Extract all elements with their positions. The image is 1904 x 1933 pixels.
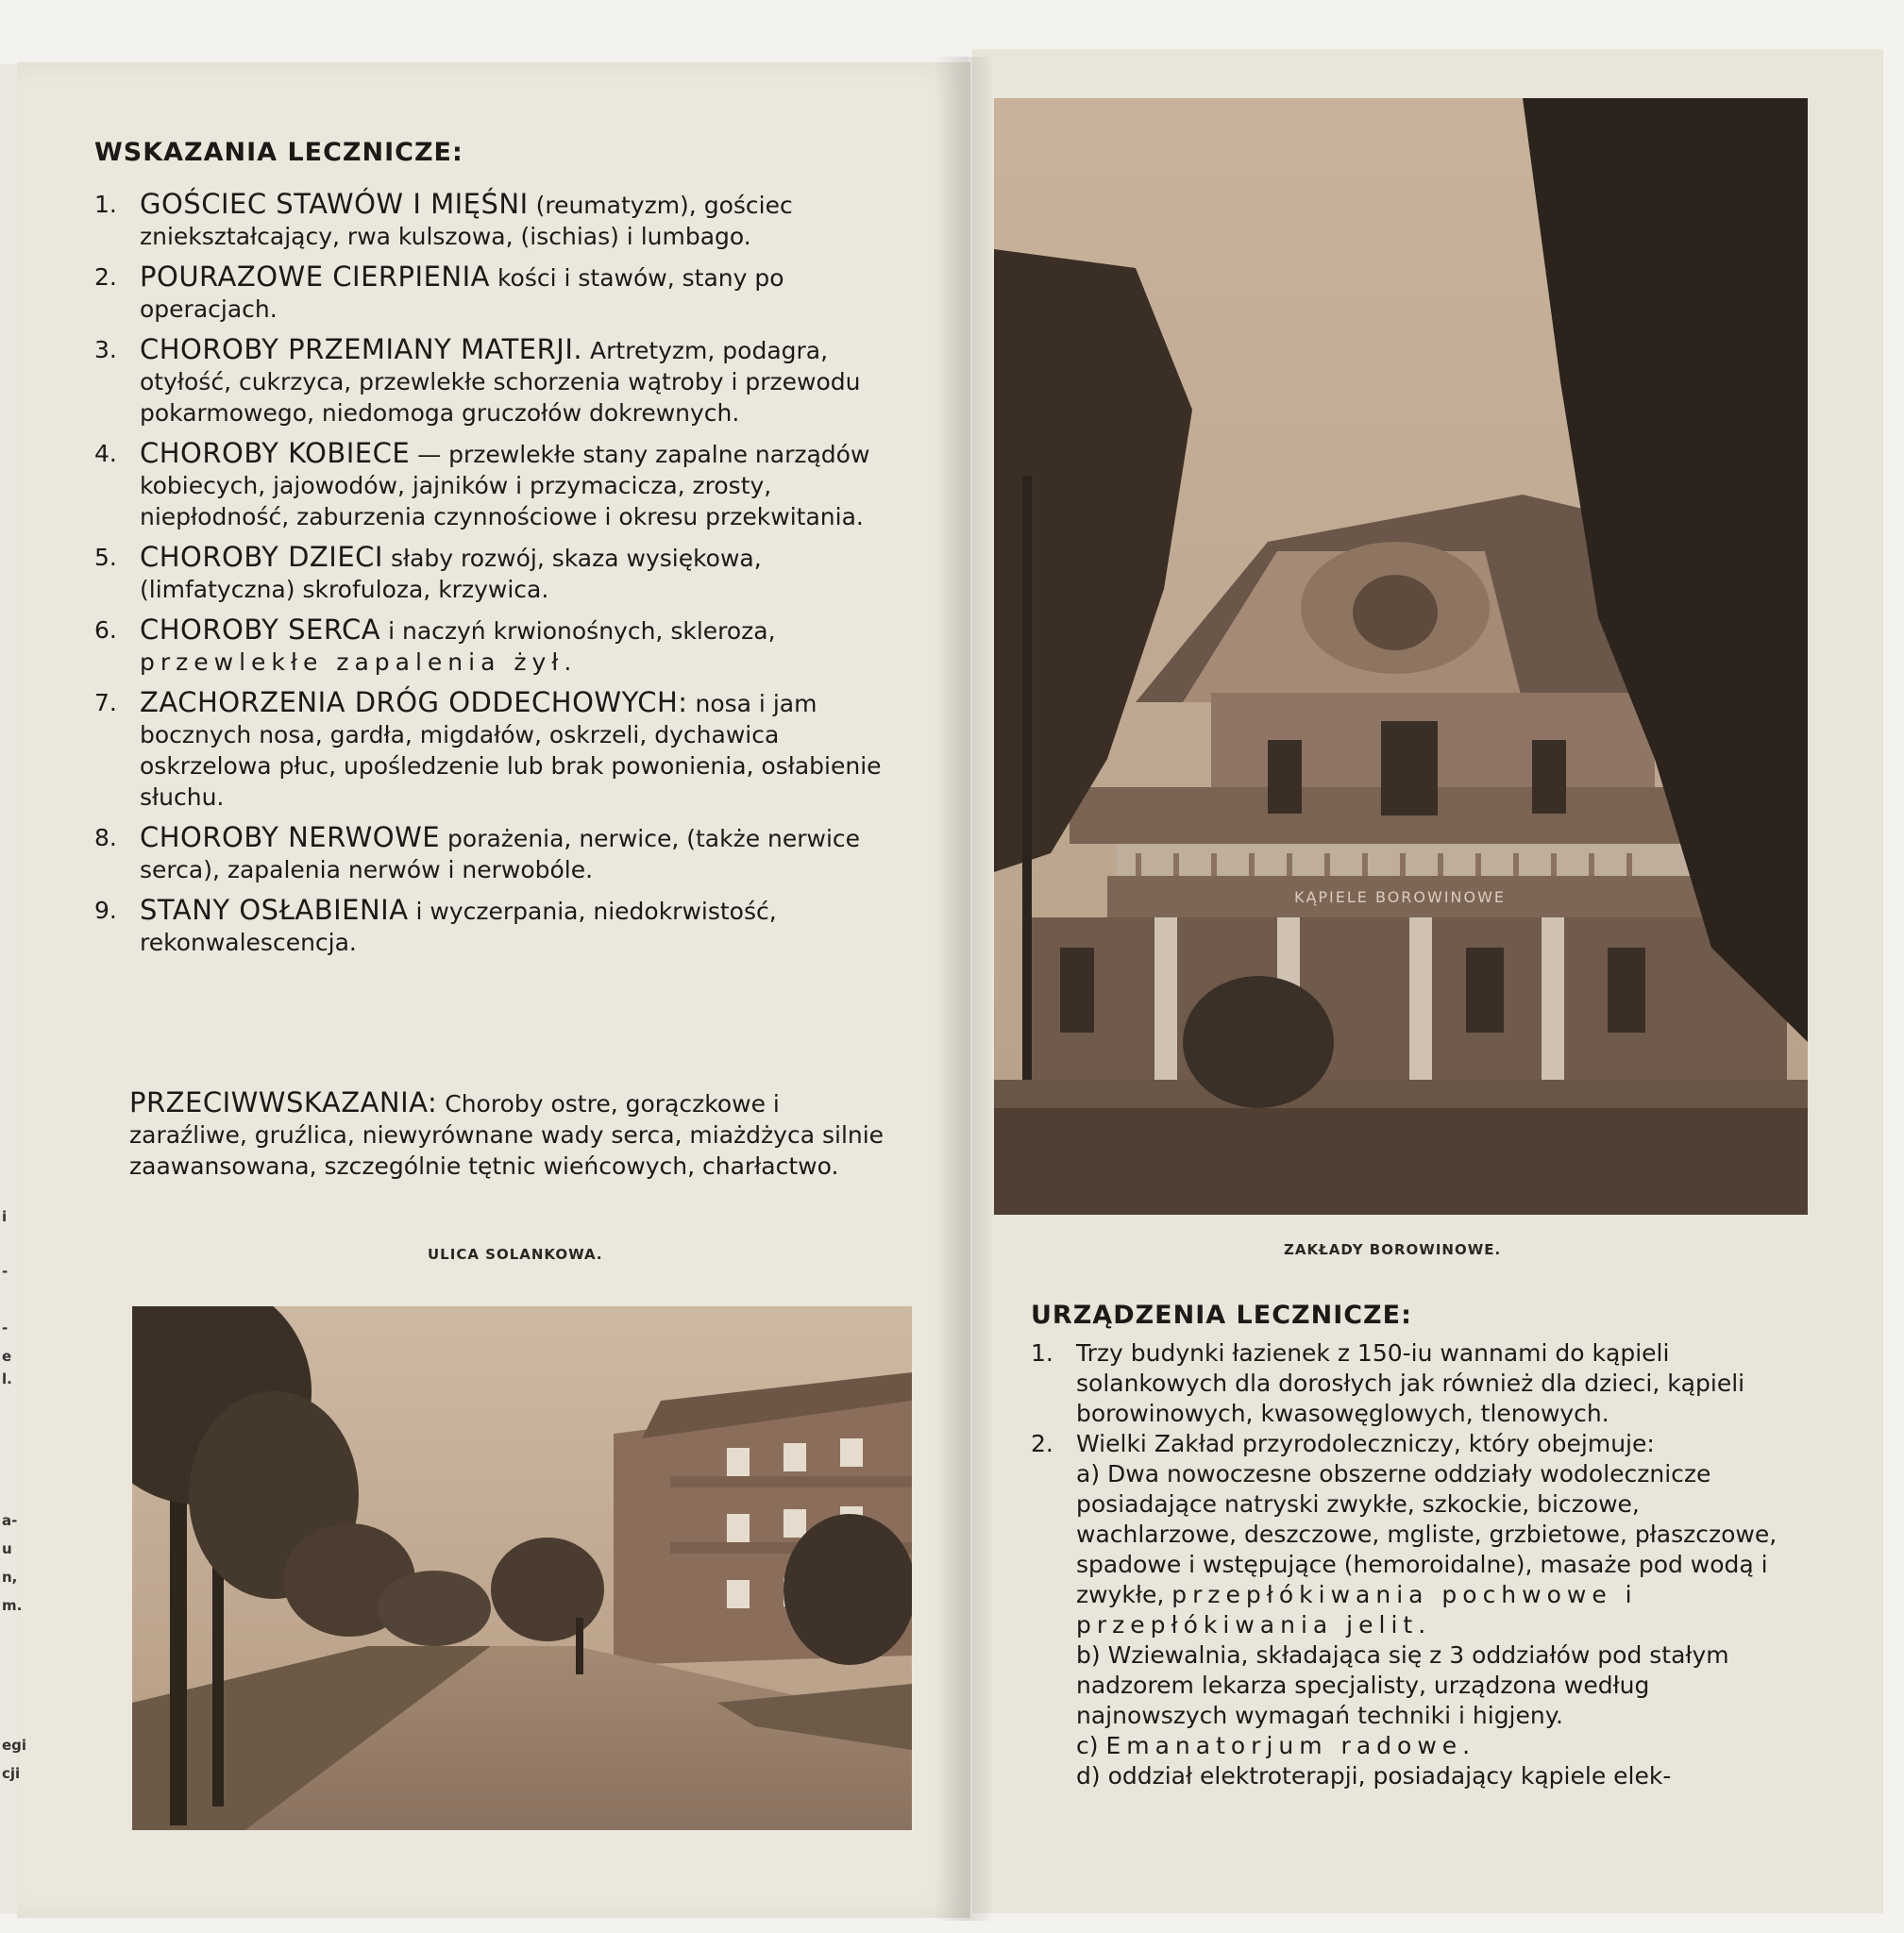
item-number: 7. [94, 689, 117, 716]
item-heading: CHOROBY KOBIECE [140, 437, 411, 469]
list-item [94, 687, 892, 813]
edge-fragment: - [2, 1319, 8, 1336]
item-heading: ZACHORZENIA DRÓG ODDECHOWYCH: [140, 686, 688, 718]
edge-fragment: egi [2, 1737, 27, 1754]
contraindications-heading: PRZECIWWSKAZANIA: [129, 1086, 438, 1118]
item-heading: GOŚCIEC STAWÓW I MIĘŚNI [140, 188, 529, 220]
fold-line [935, 57, 991, 1921]
sub-item [1031, 1731, 1805, 1761]
building-sign-text: KĄPIELE BOROWINOWE [1293, 888, 1507, 906]
list-item [94, 822, 892, 885]
item-number: 9. [94, 897, 117, 924]
list-item [94, 542, 892, 605]
list-item [1031, 1338, 1805, 1429]
item-number: 3. [94, 336, 117, 363]
sub-item [1031, 1640, 1805, 1731]
building-photo [994, 98, 1808, 1215]
edge-fragment: i [2, 1208, 8, 1225]
building-photo-image [994, 98, 1808, 1215]
item-text: Artretyzm, podagra, otyłość, cukrzyca, przewlekłe schorzenia wątroby i przewodu pokarmowego, niedomoga gruczołów dokrewnych. [140, 337, 861, 427]
item-number: 8. [94, 824, 117, 851]
item-text: porażenia, nerwice, (także nerwice serca), zapalenia nerwów i nerwobóle. [140, 825, 861, 883]
item-text: Wielki Zakład przyrodoleczniczy, który obejmuje: [1076, 1430, 1655, 1457]
item-text: (reumatyzm), gościec zniekształcający, rwa kulszowa, (ischias) i lumbago. [140, 192, 793, 250]
edge-fragment: a- [2, 1512, 18, 1529]
indications-list [94, 189, 892, 967]
edge-fragment: u [2, 1540, 12, 1557]
item-text: kości i stawów, stany po operacjach. [140, 264, 784, 323]
sub-item [1031, 1761, 1805, 1791]
list-item [94, 614, 892, 678]
sub-item-text: b) Wziewalnia, składająca się z 3 oddziałów pod stałym nadzorem lekarza specjalisty, urządzona według najnowszych wymagań techniki i higjeny. [1076, 1641, 1729, 1729]
street-photo-image [132, 1306, 912, 1830]
list-item [94, 438, 892, 532]
sub-item [1031, 1459, 1805, 1640]
list-item [94, 895, 892, 958]
item-heading: CHOROBY SERCA [140, 614, 381, 646]
item-spaced-text: przewlekłe zapalenia żył. [140, 648, 578, 676]
item-text: słaby rozwój, skaza wysiękowa, (limfatyczna) skrofuloza, krzywica. [140, 545, 762, 603]
edge-fragment: e [2, 1348, 12, 1365]
contraindications-text: Choroby ostre, gorączkowe i zaraźliwe, gruźlica, niewyrównane wady serca, miażdżyca silnie zaawansowana, szczególnie tętnic wieńcowych, charłactwo. [129, 1090, 885, 1180]
item-heading: CHOROBY DZIECI [140, 541, 383, 573]
sub-item-spaced-text: Emanatorjum radowe. [1105, 1732, 1476, 1759]
item-text: i naczyń krwionośnych, skleroza, [388, 617, 776, 645]
item-number: 1. [1031, 1339, 1053, 1367]
list-item [1031, 1429, 1805, 1459]
sub-item-text: c) [1076, 1732, 1099, 1759]
sub-item-spaced-text: przepłókiwania pochwowe i przepłókiwania jelit. [1076, 1581, 1638, 1639]
item-number: 2. [94, 263, 117, 291]
item-number: 2. [1031, 1430, 1053, 1457]
item-heading: POURAZOWE CIERPIENIA [140, 261, 490, 293]
item-number: 5. [94, 544, 117, 571]
building-photo-caption: ZAKŁADY BOROWINOWE. [1284, 1241, 1502, 1258]
item-number: 6. [94, 616, 117, 644]
edge-fragment: n, [2, 1569, 18, 1586]
item-number: 1. [94, 191, 117, 218]
item-heading: CHOROBY PRZEMIANY MATERJI. [140, 333, 583, 365]
sub-item-text: d) oddział elektroterapji, posiadający kąpiele elek- [1076, 1762, 1672, 1790]
list-item [94, 261, 892, 325]
item-text: Trzy budynki łazienek z 150-iu wannami do kąpieli solankowych dla dorosłych jak również dla dzieci, kąpieli borowinowych, kwasowęglowych, tlenowych. [1076, 1339, 1745, 1427]
list-item [94, 189, 892, 252]
street-photo [132, 1306, 912, 1830]
item-text: — przewlekłe stany zapalne narządów kobiecych, jajowodów, jajników i przymacicza, zrosty, niepłodność, zaburzenia czynnościowe i okresu przekwitania. [140, 441, 870, 530]
sub-item-text: a) Dwa nowoczesne obszerne oddziały wodolecznicze posiadające natryski zwykłe, szkockie, biczowe, wachlarzowe, deszczowe, mgliste, grzbietowe, płaszczowe, spadowe i wstępujące (hemoroidalne), masaże pod wodą i zwykłe, [1076, 1460, 1778, 1608]
item-heading: STANY OSŁABIENIA [140, 894, 409, 926]
indications-heading: WSKAZANIA LECZNICZE: [94, 138, 463, 167]
item-heading: CHOROBY NERWOWE [140, 821, 441, 853]
edge-text-fragments [0, 1208, 27, 1812]
list-item [94, 334, 892, 429]
edge-fragment: l. [2, 1370, 12, 1387]
item-number: 4. [94, 440, 117, 467]
street-photo-caption: ULICA SOLANKOWA. [428, 1246, 603, 1263]
facilities-list [1031, 1338, 1805, 1791]
edge-fragment: cji [2, 1765, 21, 1782]
item-text: nosa i jam bocznych nosa, gardła, migdałów, oskrzeli, dychawica oskrzelowa płuc, upośledzenie lub brak powonienia, osłabienie słuchu. [140, 690, 882, 811]
contraindications [129, 1087, 892, 1182]
facilities-heading: URZĄDZENIA LECZNICZE: [1031, 1301, 1412, 1330]
item-text: i wyczerpania, niedokrwistość, rekonwalescencja. [140, 898, 777, 956]
edge-fragment: m. [2, 1597, 23, 1614]
edge-fragment: - [2, 1263, 8, 1280]
